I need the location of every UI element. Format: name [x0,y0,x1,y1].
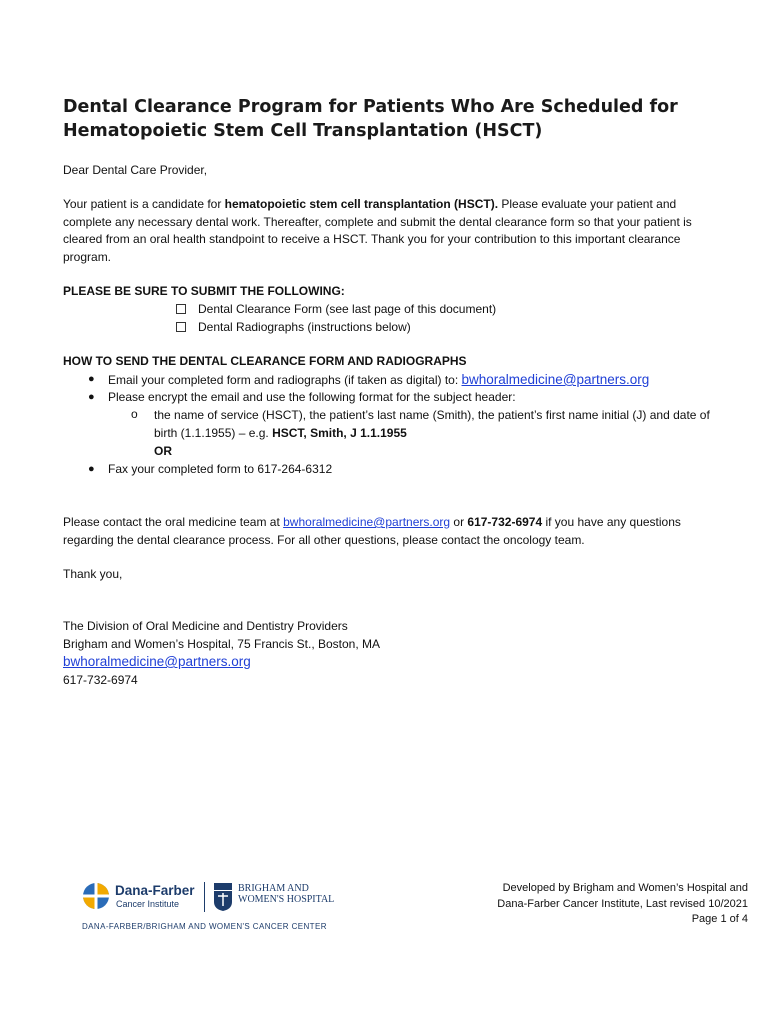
bullet-icon: ● [88,373,95,385]
signature-email-link[interactable]: bwhoralmedicine@partners.org [63,654,251,669]
subject-example: HSCT, Smith, J 1.1.1955 [272,425,407,440]
submit-heading: PLEASE BE SURE TO SUBMIT THE FOLLOWING: [63,284,345,298]
institution-logos [82,880,372,936]
contact-text-post: if you have any questions regarding the dental clearance process. For all other questions, please contact the oncology team. [63,515,681,547]
title-line-2: Hematopoietic Stem Cell Transplantation (HSCT) [63,121,543,141]
bullet-fax: Fax your completed form to 617-264-6312 [108,462,333,476]
signature-line-2: Brigham and Women’s Hospital, 75 Francis St., Boston, MA [63,637,381,651]
signature-line-1: The Division of Oral Medicine and Dentistry Providers [63,619,348,633]
signature-phone: 617-732-6974 [63,673,138,687]
submit-item-label: Dental Radiographs (instructions below) [198,320,411,334]
subject-format-text: the name of service (HSCT), the patient’s last name (Smith), the patient’s first name initial (J) and date of birth (1.1.1955) – e.g. [154,408,710,440]
brigham-name-line-1: BRIGHAM AND [238,883,309,894]
footer-credits [497,881,748,928]
checkbox-icon [176,322,186,332]
footer-developed-line-1: Developed by Brigham and Women’s Hospital and [502,882,748,894]
or-label: OR [154,444,172,458]
intro-paragraph [63,196,708,266]
submit-item-label: Dental Clearance Form (see last page of this document) [198,302,497,316]
bullet-email [108,371,718,390]
page-number: Page 1 of 4 [691,913,748,925]
brigham-shield-icon [213,882,233,912]
logo-divider [204,882,205,912]
sub-bullet-icon: o [131,407,138,421]
intro-text-pre: Your patient is a candidate for [63,197,225,211]
intro-text-post: Please evaluate your patient and complete any necessary dental work. Thereafter, complete and submit the dental clearance form so that your patient is cleared from an oral health standpoint to receive a HSCT. Thank you for your contribution to this important clearance program. [63,197,692,264]
signature-email [63,653,713,672]
contact-phone: 617-732-6974 [467,515,543,529]
intro-text-bold: hematopoietic stem cell transplantation (HSCT). [224,197,499,211]
bullet-email-text: Email your completed form and radiographs (if taken as digital) to: [108,373,462,387]
bullet-icon: ● [88,391,95,403]
email-link[interactable]: bwhoralmedicine@partners.org [461,372,650,387]
cancer-center-name: DANA-FARBER/BRIGHAM AND WOMEN'S CANCER CENTER [82,922,327,931]
dana-farber-logo-icon [82,882,110,910]
how-heading: HOW TO SEND THE DENTAL CLEARANCE FORM AND RADIOGRAPHS [63,354,467,368]
brigham-name [238,883,334,905]
dana-farber-name: Dana-Farber [115,883,195,898]
checkbox-icon [176,304,186,314]
thanks: Thank you, [63,567,123,581]
title-line-1: Dental Clearance Program for Patients Who Are Scheduled for [63,97,678,117]
greeting: Dear Dental Care Provider, [63,163,208,177]
submit-item-form [176,301,496,319]
footer-developed-line-2: Dana-Farber Cancer Institute, Last revised 10/2021 [497,897,748,910]
dana-farber-subtitle: Cancer Institute [116,899,180,909]
document-title [63,95,703,143]
bullet-encrypt: Please encrypt the email and use the following format for the subject header: [108,390,516,404]
submit-item-radiographs [176,319,411,337]
brigham-name-line-2: WOMEN'S HOSPITAL [238,894,335,905]
contact-text-pre: Please contact the oral medicine team at [63,515,284,529]
contact-paragraph [63,514,708,549]
subject-format-instructions [154,407,714,442]
contact-text-mid: or [450,515,468,529]
contact-email-link[interactable]: bwhoralmedicine@partners.org [283,515,451,529]
bullet-icon: ● [88,463,95,475]
